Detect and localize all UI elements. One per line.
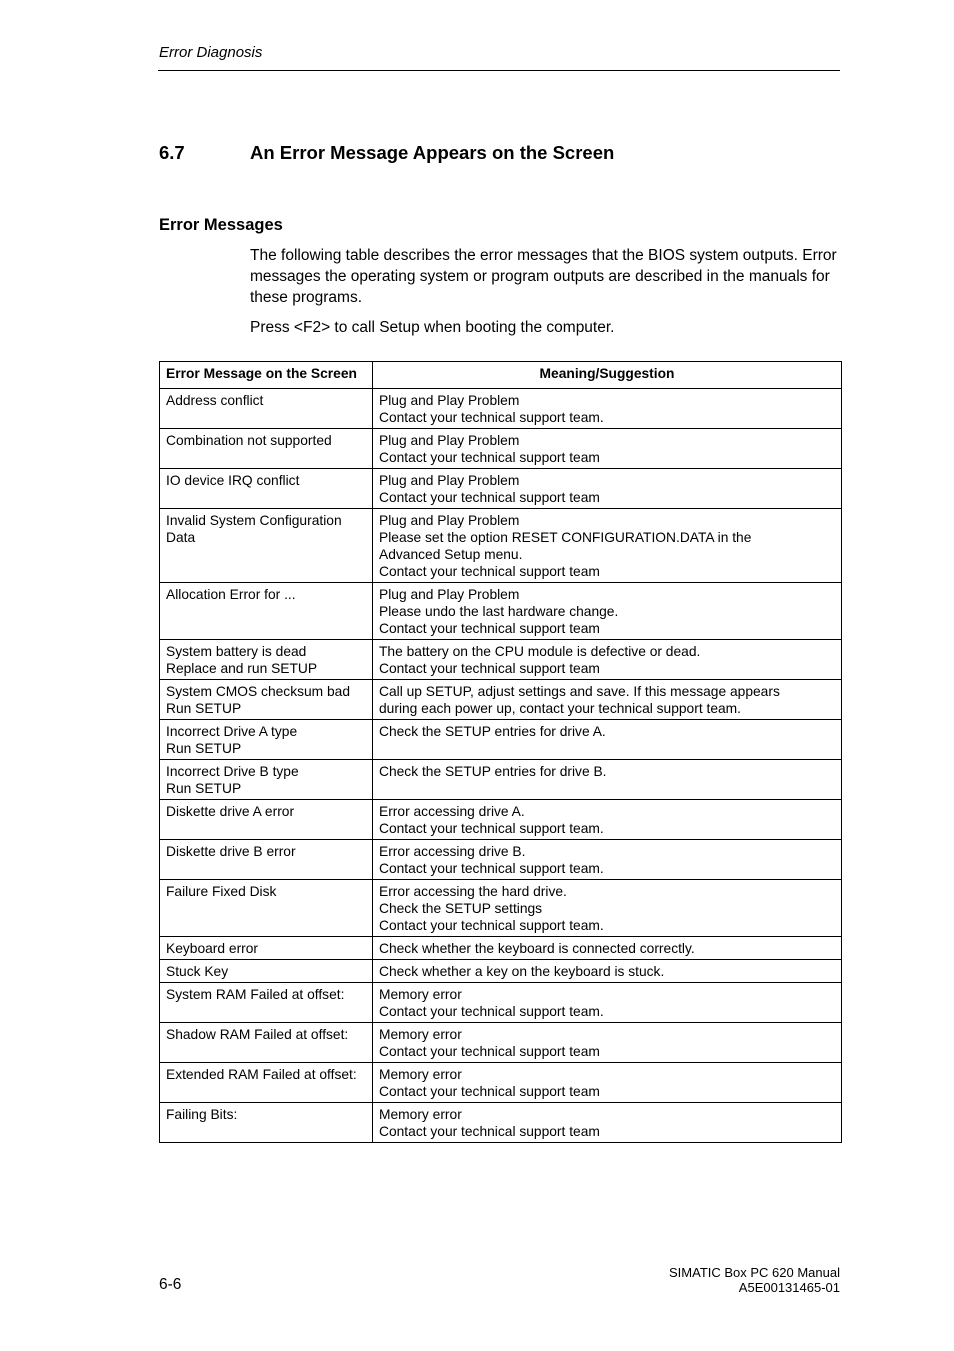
- table-row: [160, 583, 842, 640]
- cell-line: Combination not supported: [166, 433, 332, 448]
- table-row: [160, 429, 842, 469]
- cell-line: System CMOS checksum bad: [166, 684, 351, 699]
- page-number: 6-6: [159, 1276, 182, 1293]
- header-divider: [158, 70, 840, 71]
- cell-line: Contact your technical support team.: [379, 1004, 604, 1019]
- error-message-cell: [160, 720, 373, 760]
- meaning-cell: [373, 800, 842, 840]
- order-number: A5E00131465-01: [738, 1280, 840, 1295]
- error-message-cell: [160, 1023, 373, 1063]
- manual-title: SIMATIC Box PC 620 Manual: [669, 1265, 840, 1280]
- meaning-cell: [373, 760, 842, 800]
- table-row: [160, 389, 842, 429]
- table-row: [160, 760, 842, 800]
- table-row: [160, 800, 842, 840]
- subheading-error-messages: Error Messages: [159, 216, 283, 234]
- table-header-row: [160, 362, 842, 389]
- intro-paragraph: The following table describes the error messages that the BIOS system outputs. Error messages the operating system or program outputs are described in the manuals for these programs.: [250, 247, 837, 306]
- cell-line: Keyboard error: [166, 941, 259, 956]
- cell-line: Check whether a key on the keyboard is stuck.: [379, 964, 665, 979]
- error-message-cell: [160, 583, 373, 640]
- cell-line: Check the SETUP entries for drive B.: [379, 764, 607, 779]
- error-message-cell: [160, 760, 373, 800]
- error-message-cell: [160, 840, 373, 880]
- cell-line: Replace and run SETUP: [166, 661, 318, 676]
- column-header-meaning: Meaning/Suggestion: [373, 362, 842, 389]
- error-message-cell: [160, 469, 373, 509]
- meaning-cell: [373, 680, 842, 720]
- cell-line: Check the SETUP settings: [379, 901, 543, 916]
- cell-line: The battery on the CPU module is defective or dead.: [379, 644, 701, 659]
- cell-line: Advanced Setup menu.: [379, 547, 523, 562]
- cell-line: Memory error: [379, 1067, 462, 1082]
- table-row: [160, 1103, 842, 1143]
- meaning-cell: [373, 720, 842, 760]
- error-message-cell: [160, 880, 373, 937]
- section-number: 6.7: [159, 142, 185, 163]
- cell-line: Error accessing drive B.: [379, 844, 526, 859]
- cell-line: Contact your technical support team: [379, 564, 600, 579]
- table-row: [160, 1063, 842, 1103]
- error-message-cell: [160, 640, 373, 680]
- cell-line: Failure Fixed Disk: [166, 884, 277, 899]
- error-message-table: [159, 361, 842, 1143]
- cell-line: Run SETUP: [166, 701, 242, 716]
- cell-line: Call up SETUP, adjust settings and save. If this message appears: [379, 684, 780, 699]
- cell-line: Diskette drive B error: [166, 844, 296, 859]
- cell-line: Plug and Play Problem: [379, 433, 520, 448]
- table-row: [160, 983, 842, 1023]
- table-row: [160, 720, 842, 760]
- table-row: [160, 960, 842, 983]
- cell-line: Contact your technical support team: [379, 490, 600, 505]
- cell-line: during each power up, contact your technical support team.: [379, 701, 741, 716]
- table-row: [160, 937, 842, 960]
- meaning-cell: [373, 429, 842, 469]
- cell-line: Address conflict: [166, 393, 264, 408]
- cell-line: Contact your technical support team.: [379, 821, 604, 836]
- meaning-cell: [373, 937, 842, 960]
- table-row: [160, 840, 842, 880]
- cell-line: Plug and Play Problem: [379, 587, 520, 602]
- cell-line: Contact your technical support team: [379, 1084, 600, 1099]
- cell-line: Plug and Play Problem: [379, 513, 520, 528]
- cell-line: Contact your technical support team: [379, 621, 600, 636]
- error-message-cell: [160, 800, 373, 840]
- table-row: [160, 640, 842, 680]
- cell-line: Contact your technical support team.: [379, 410, 604, 425]
- setup-hint: Press <F2> to call Setup when booting the computer.: [250, 319, 615, 336]
- table-row: [160, 1023, 842, 1063]
- cell-line: Contact your technical support team: [379, 1044, 600, 1059]
- meaning-cell: [373, 389, 842, 429]
- error-message-cell: [160, 1103, 373, 1143]
- cell-line: IO device IRQ conflict: [166, 473, 300, 488]
- cell-line: System battery is dead: [166, 644, 307, 659]
- cell-line: Memory error: [379, 1027, 462, 1042]
- manual-reference: [669, 1265, 840, 1295]
- meaning-cell: [373, 1023, 842, 1063]
- cell-line: Invalid System Configuration: [166, 513, 342, 528]
- table-row: [160, 509, 842, 583]
- meaning-cell: [373, 509, 842, 583]
- error-message-cell: [160, 960, 373, 983]
- cell-line: Plug and Play Problem: [379, 393, 520, 408]
- cell-line: Allocation Error for ...: [166, 587, 296, 602]
- meaning-cell: [373, 840, 842, 880]
- error-message-cell: [160, 509, 373, 583]
- cell-line: Incorrect Drive B type: [166, 764, 299, 779]
- cell-line: Contact your technical support team: [379, 1124, 600, 1139]
- cell-line: Contact your technical support team.: [379, 861, 604, 876]
- table-row: [160, 880, 842, 937]
- section-title: An Error Message Appears on the Screen: [250, 142, 615, 163]
- table-row: [160, 469, 842, 509]
- error-message-cell: [160, 429, 373, 469]
- cell-line: Memory error: [379, 987, 462, 1002]
- cell-line: Please set the option RESET CONFIGURATION.DATA in the: [379, 530, 752, 545]
- error-message-cell: [160, 389, 373, 429]
- cell-line: Run SETUP: [166, 741, 242, 756]
- cell-line: Please undo the last hardware change.: [379, 604, 619, 619]
- running-header: Error Diagnosis: [159, 44, 263, 61]
- cell-line: Diskette drive A error: [166, 804, 295, 819]
- cell-line: Memory error: [379, 1107, 462, 1122]
- cell-line: Check the SETUP entries for drive A.: [379, 724, 606, 739]
- cell-line: Data: [166, 530, 196, 545]
- meaning-cell: [373, 640, 842, 680]
- section-heading: [159, 142, 614, 164]
- meaning-cell: [373, 583, 842, 640]
- table-row: [160, 680, 842, 720]
- error-message-cell: [160, 937, 373, 960]
- cell-line: Extended RAM Failed at offset:: [166, 1067, 357, 1082]
- column-header-message: Error Message on the Screen: [160, 362, 373, 389]
- table-body: [160, 389, 842, 1143]
- cell-line: Stuck Key: [166, 964, 229, 979]
- cell-line: Plug and Play Problem: [379, 473, 520, 488]
- meaning-cell: [373, 469, 842, 509]
- cell-line: Contact your technical support team: [379, 450, 600, 465]
- meaning-cell: [373, 983, 842, 1023]
- meaning-cell: [373, 1103, 842, 1143]
- cell-line: Error accessing drive A.: [379, 804, 525, 819]
- intro-text: [250, 245, 840, 338]
- meaning-cell: [373, 1063, 842, 1103]
- cell-line: Failing Bits:: [166, 1107, 238, 1122]
- error-message-cell: [160, 983, 373, 1023]
- meaning-cell: [373, 880, 842, 937]
- meaning-cell: [373, 960, 842, 983]
- error-message-cell: [160, 680, 373, 720]
- cell-line: Contact your technical support team: [379, 661, 600, 676]
- error-message-cell: [160, 1063, 373, 1103]
- cell-line: Contact your technical support team.: [379, 918, 604, 933]
- cell-line: Check whether the keyboard is connected correctly.: [379, 941, 695, 956]
- cell-line: Error accessing the hard drive.: [379, 884, 567, 899]
- cell-line: System RAM Failed at offset:: [166, 987, 345, 1002]
- cell-line: Shadow RAM Failed at offset:: [166, 1027, 349, 1042]
- cell-line: Incorrect Drive A type: [166, 724, 298, 739]
- cell-line: Run SETUP: [166, 781, 242, 796]
